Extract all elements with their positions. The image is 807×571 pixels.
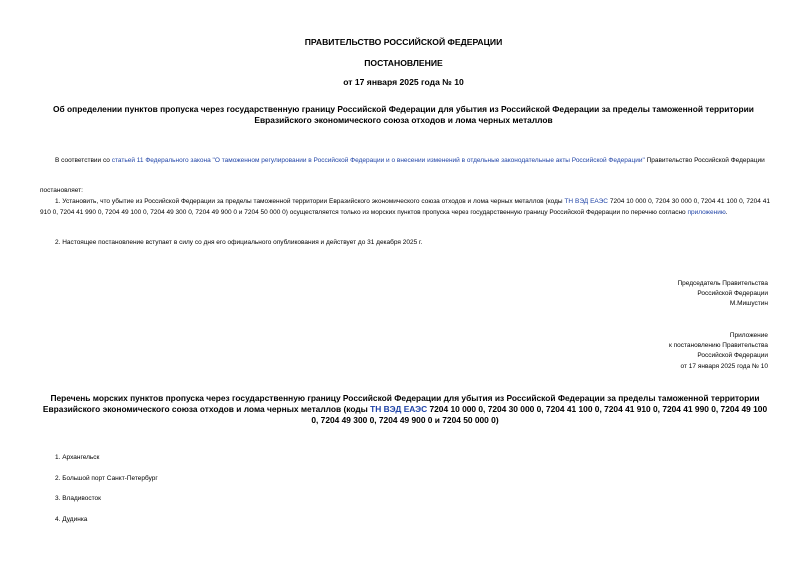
preamble-text-start: В соответствии со bbox=[55, 157, 112, 164]
appendix-line-2: к постановлению Правительства bbox=[668, 342, 768, 350]
resolves-text: постановляет: bbox=[40, 187, 83, 194]
document-type: ПОСТАНОВЛЕНИЕ bbox=[364, 58, 443, 68]
law-article-link[interactable]: статьей 11 Федерального закона "О таможенном регулировании в Российской Федерации и о внесении изменений в отдельные законодательные акты Российской Федерации" bbox=[111, 157, 645, 164]
appendix-line-1: Приложение bbox=[729, 332, 768, 339]
government-heading: ПРАВИТЕЛЬСТВО РОССИЙСКОЙ ФЕДЕРАЦИИ bbox=[304, 37, 503, 47]
signature-block bbox=[677, 279, 768, 310]
item-1-text-start: 1. Установить, что убытие из Российской Федерации за пределы таможенной территории Евразийского экономического союза отходов и лома черных металлов (коды bbox=[55, 198, 565, 205]
signature-line-3: М.Мишустин bbox=[729, 300, 768, 308]
appendix-line-4: от 17 января 2025 года № 10 bbox=[680, 362, 768, 370]
list-item: 2. Большой порт Санкт-Петербург bbox=[55, 475, 158, 482]
preamble-text-end: Правительство Российской Федерации bbox=[644, 157, 765, 164]
list-item: 3. Владивосток bbox=[55, 495, 102, 502]
list-title-start: Перечень морских пунктов пропуска через государственную границу Российской Федерации для убытия из Российской Федерации за пределы таможенной территории Евразийского экономического союза отходов и лома черных металлов (коды bbox=[42, 393, 760, 414]
item-2: 2. Настоящее постановление вступает в силу со дня его официального опубликования и действует до 31 декабря 2025 г. bbox=[55, 239, 423, 246]
document-title: Об определении пунктов пропуска через государственную границу Российской Федерации для убытия из Российской Федерации за пределы таможенной территории Евразийского экономического союза отходов и лома черных металлов bbox=[53, 104, 754, 125]
list-title-end: 7204 10 000 0, 7204 30 000 0, 7204 41 100 0, 7204 41 910 0, 7204 41 990 0, 7204 49 100 0, 7204 49 300 0, 7204 49 900 0 и 7204 50 000 0) bbox=[311, 403, 768, 425]
appendix-reference bbox=[669, 331, 768, 372]
item-1-text-end: . bbox=[725, 208, 728, 216]
item-1-text-middle: 7204 10 000 0, 7204 30 000 0, 7204 41 100 0, 7204 41 910 0, 7204 41 990 0, 7204 49 100 0, 7204 49 300 0, 7204 49 900 0 и 7204 50 000 0) осуществляется только из морских пунктов пропуска через государственную границу Российской Федерации по перечню согласно bbox=[40, 198, 770, 216]
list-title bbox=[40, 393, 770, 425]
appendix-link[interactable]: приложению bbox=[687, 208, 726, 216]
list-tn-ved-link[interactable]: ТН ВЭД ЕАЭС bbox=[370, 403, 428, 414]
signature-line-1: Председатель Правительства bbox=[677, 280, 768, 287]
tn-ved-link[interactable]: ТН ВЭД ЕАЭС bbox=[564, 198, 608, 205]
list-item: 1. Архангельск bbox=[55, 454, 100, 461]
signature-line-2: Российской Федерации bbox=[697, 290, 768, 298]
preamble bbox=[40, 156, 770, 167]
date-number: от 17 января 2025 года № 10 bbox=[343, 77, 464, 87]
list-item: 4. Дудинка bbox=[55, 516, 88, 523]
appendix-line-3: Российской Федерации bbox=[697, 352, 768, 360]
item-1 bbox=[40, 197, 770, 218]
